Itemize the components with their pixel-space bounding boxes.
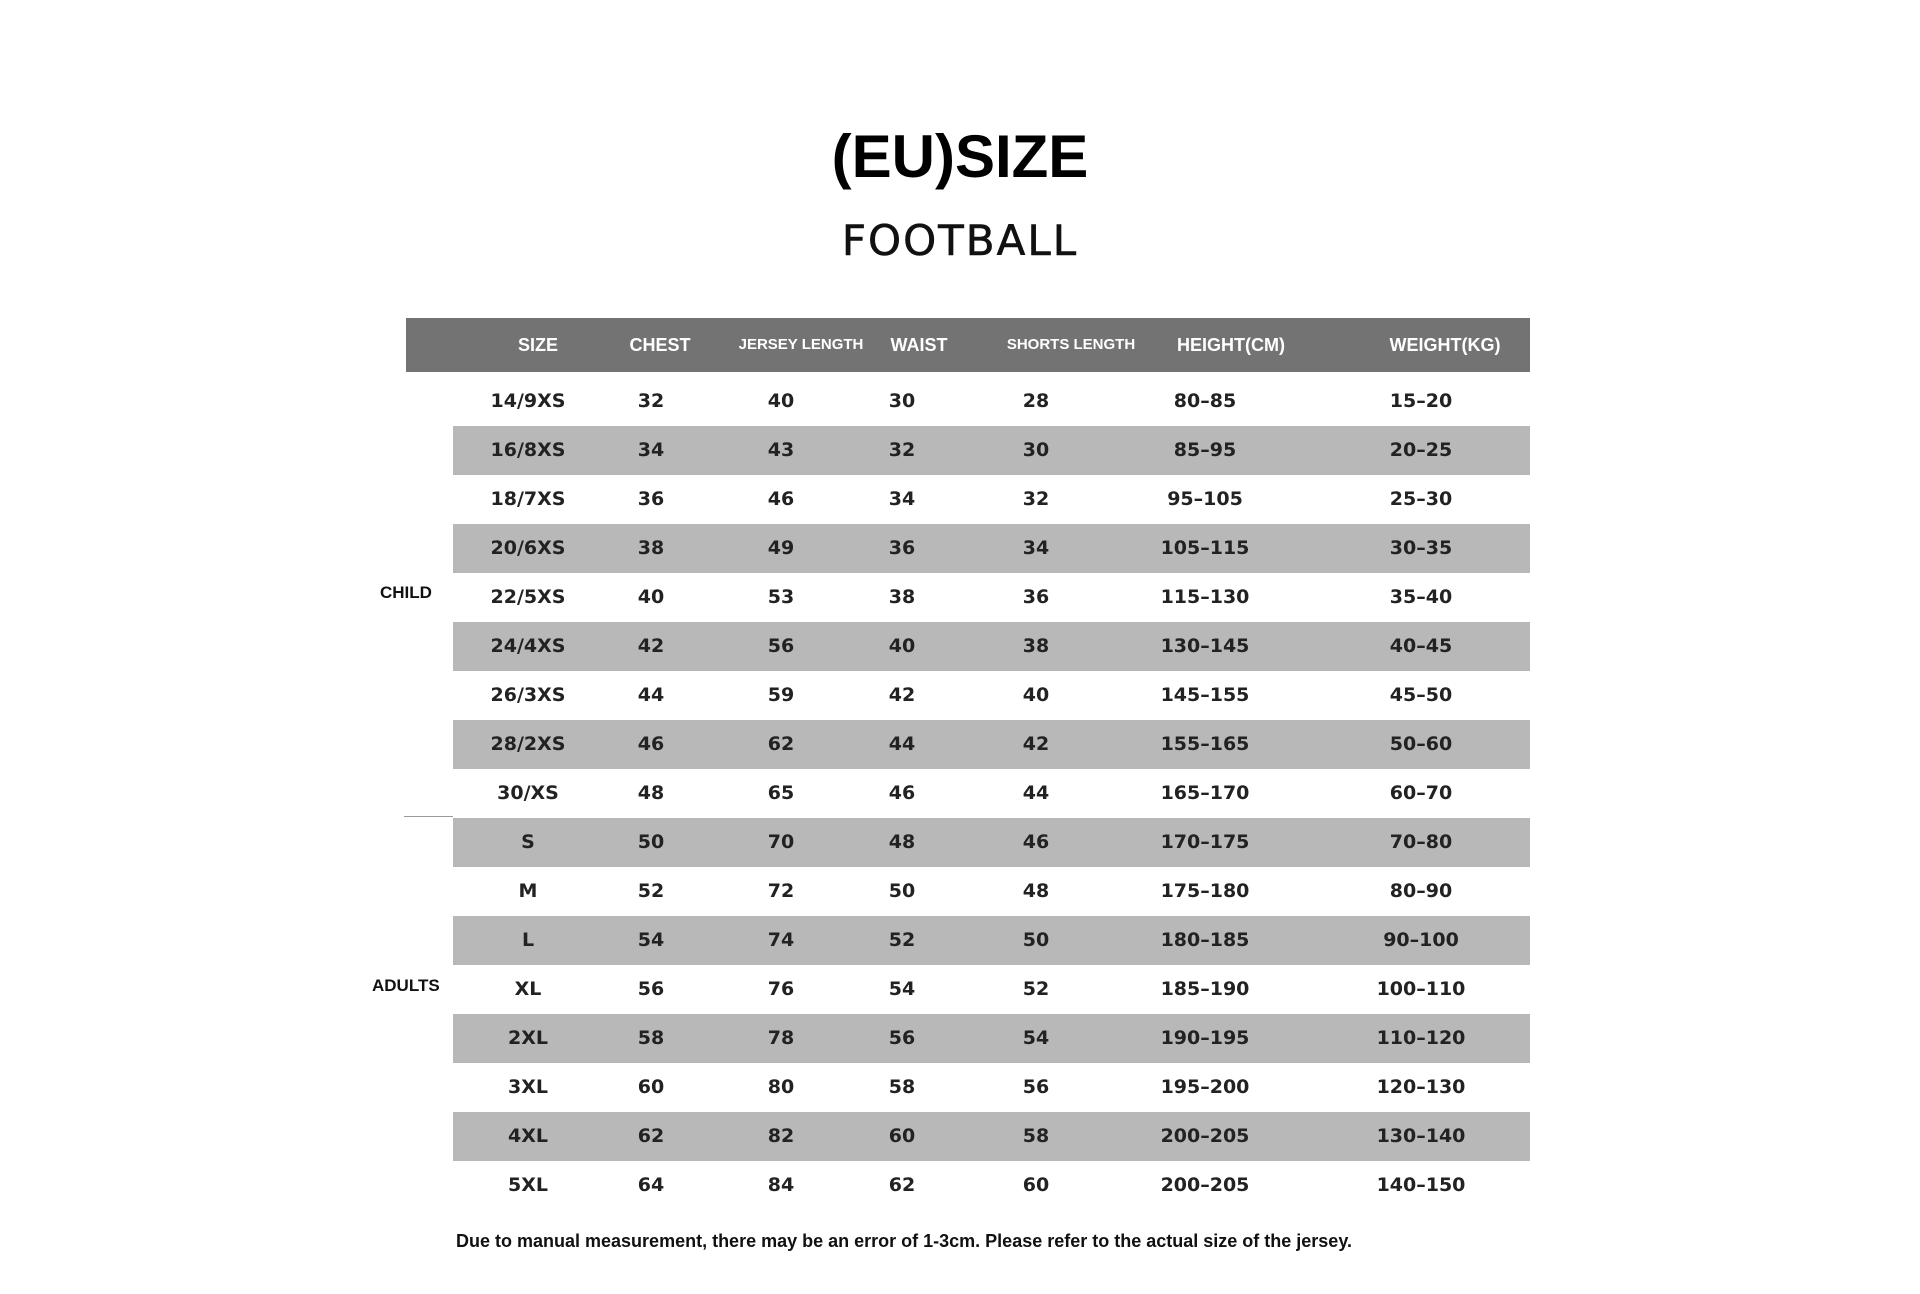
cell-size: 28/2XS xyxy=(490,733,566,755)
cell-jersey-length: 56 xyxy=(767,635,795,657)
cell-jersey-length: 80 xyxy=(767,1076,795,1098)
cell-jersey-length: 49 xyxy=(767,537,795,559)
cell-chest: 38 xyxy=(637,537,665,559)
cell-chest: 44 xyxy=(637,684,665,706)
chart-subtitle: FOOTBALL xyxy=(841,216,1079,265)
cell-waist: 48 xyxy=(888,831,916,853)
cell-jersey-length: 70 xyxy=(767,831,795,853)
cell-shorts-length: 36 xyxy=(1022,586,1050,608)
cell-weight: 35–40 xyxy=(1389,586,1453,608)
cell-shorts-length: 52 xyxy=(1022,978,1050,1000)
cell-height: 95–105 xyxy=(1167,488,1243,510)
col-header-jersey-length: JERSEY LENGTH xyxy=(738,336,864,353)
cell-waist: 42 xyxy=(888,684,916,706)
cell-waist: 52 xyxy=(888,929,916,951)
group-label-adults: ADULTS xyxy=(372,976,440,995)
col-header-height: HEIGHT(CM) xyxy=(1177,335,1285,355)
cell-height: 85–95 xyxy=(1173,439,1237,461)
table-row xyxy=(453,720,1530,769)
cell-jersey-length: 78 xyxy=(767,1027,795,1049)
cell-jersey-length: 62 xyxy=(767,733,795,755)
cell-chest: 54 xyxy=(637,929,665,951)
cell-jersey-length: 53 xyxy=(767,586,795,608)
table-header xyxy=(406,318,1530,372)
cell-size: 14/9XS xyxy=(490,390,566,412)
cell-size: 16/8XS xyxy=(490,439,566,461)
cell-waist: 62 xyxy=(888,1174,916,1196)
cell-weight: 120–130 xyxy=(1376,1076,1466,1098)
cell-waist: 56 xyxy=(888,1027,916,1049)
cell-waist: 60 xyxy=(888,1125,916,1147)
cell-height: 105–115 xyxy=(1160,537,1250,559)
table-row xyxy=(453,965,1530,1014)
cell-shorts-length: 32 xyxy=(1022,488,1050,510)
table-row xyxy=(453,573,1530,622)
cell-chest: 34 xyxy=(637,439,665,461)
cell-shorts-length: 54 xyxy=(1022,1027,1050,1049)
cell-weight: 110–120 xyxy=(1376,1027,1466,1049)
col-header-waist: WAIST xyxy=(890,335,948,355)
cell-chest: 42 xyxy=(637,635,665,657)
cell-size: 20/6XS xyxy=(490,537,566,559)
cell-jersey-length: 82 xyxy=(767,1125,795,1147)
cell-waist: 40 xyxy=(888,635,916,657)
cell-weight: 100–110 xyxy=(1376,978,1466,1000)
cell-chest: 58 xyxy=(637,1027,665,1049)
cell-shorts-length: 42 xyxy=(1022,733,1050,755)
cell-height: 170–175 xyxy=(1160,831,1250,853)
cell-shorts-length: 34 xyxy=(1022,537,1050,559)
cell-weight: 15–20 xyxy=(1389,390,1453,412)
cell-jersey-length: 40 xyxy=(767,390,795,412)
col-header-size: SIZE xyxy=(517,335,558,355)
cell-waist: 32 xyxy=(888,439,916,461)
table-row xyxy=(453,524,1530,573)
cell-waist: 34 xyxy=(888,488,916,510)
cell-jersey-length: 65 xyxy=(767,782,795,804)
cell-chest: 32 xyxy=(637,390,665,412)
cell-jersey-length: 74 xyxy=(767,929,795,951)
cell-size: 30/XS xyxy=(497,782,559,804)
table-row xyxy=(453,1112,1530,1161)
group-label-child: CHILD xyxy=(380,583,432,602)
cell-weight: 20–25 xyxy=(1389,439,1453,461)
table-row xyxy=(453,377,1530,426)
table-row xyxy=(453,867,1530,916)
cell-weight: 30–35 xyxy=(1389,537,1453,559)
cell-chest: 46 xyxy=(637,733,665,755)
cell-height: 145–155 xyxy=(1160,684,1250,706)
table-row xyxy=(453,818,1530,867)
measurement-note: Due to manual measurement, there may be an error of 1-3cm. Please refer to the actual size of the jersey. xyxy=(456,1231,1352,1251)
cell-height: 165–170 xyxy=(1160,782,1250,804)
cell-jersey-length: 59 xyxy=(767,684,795,706)
cell-jersey-length: 46 xyxy=(767,488,795,510)
cell-weight: 45–50 xyxy=(1389,684,1453,706)
cell-jersey-length: 43 xyxy=(767,439,795,461)
cell-weight: 40–45 xyxy=(1389,635,1453,657)
cell-weight: 140–150 xyxy=(1376,1174,1466,1196)
cell-size: 18/7XS xyxy=(490,488,566,510)
cell-chest: 60 xyxy=(637,1076,665,1098)
cell-weight: 50–60 xyxy=(1389,733,1453,755)
cell-waist: 46 xyxy=(888,782,916,804)
cell-size: S xyxy=(521,831,535,853)
table-row xyxy=(453,1014,1530,1063)
cell-chest: 64 xyxy=(637,1174,665,1196)
table-row xyxy=(453,1161,1530,1210)
cell-waist: 38 xyxy=(888,586,916,608)
cell-waist: 58 xyxy=(888,1076,916,1098)
cell-shorts-length: 38 xyxy=(1022,635,1050,657)
cell-size: 2XL xyxy=(508,1027,548,1049)
cell-shorts-length: 58 xyxy=(1022,1125,1050,1147)
cell-size: XL xyxy=(514,978,542,1000)
cell-height: 130–145 xyxy=(1160,635,1250,657)
col-header-chest: CHEST xyxy=(629,335,691,355)
cell-height: 200–205 xyxy=(1160,1125,1250,1147)
chart-title: (EU)SIZE xyxy=(831,123,1089,190)
cell-weight: 60–70 xyxy=(1389,782,1453,804)
cell-shorts-length: 44 xyxy=(1022,782,1050,804)
cell-shorts-length: 28 xyxy=(1022,390,1050,412)
table-row xyxy=(453,671,1530,720)
cell-size: 26/3XS xyxy=(490,684,566,706)
table-row xyxy=(453,426,1530,475)
cell-height: 200–205 xyxy=(1160,1174,1250,1196)
cell-height: 155–165 xyxy=(1160,733,1250,755)
table-row xyxy=(453,916,1530,965)
cell-waist: 44 xyxy=(888,733,916,755)
cell-weight: 70–80 xyxy=(1389,831,1453,853)
group-divider xyxy=(404,816,453,817)
cell-height: 190–195 xyxy=(1160,1027,1250,1049)
cell-height: 195–200 xyxy=(1160,1076,1250,1098)
cell-waist: 36 xyxy=(888,537,916,559)
cell-jersey-length: 72 xyxy=(767,880,795,902)
cell-chest: 62 xyxy=(637,1125,665,1147)
table-row xyxy=(453,475,1530,524)
cell-jersey-length: 76 xyxy=(767,978,795,1000)
cell-shorts-length: 48 xyxy=(1022,880,1050,902)
cell-chest: 56 xyxy=(637,978,665,1000)
cell-size: L xyxy=(521,929,535,951)
cell-shorts-length: 50 xyxy=(1022,929,1050,951)
cell-waist: 30 xyxy=(888,390,916,412)
cell-shorts-length: 46 xyxy=(1022,831,1050,853)
cell-waist: 50 xyxy=(888,880,916,902)
cell-size: M xyxy=(518,880,538,902)
cell-height: 115–130 xyxy=(1160,586,1250,608)
cell-shorts-length: 40 xyxy=(1022,684,1050,706)
table-row xyxy=(453,1063,1530,1112)
cell-weight: 90–100 xyxy=(1383,929,1459,951)
cell-height: 80–85 xyxy=(1173,390,1237,412)
cell-size: 5XL xyxy=(508,1174,548,1196)
table-row xyxy=(453,769,1530,818)
cell-shorts-length: 56 xyxy=(1022,1076,1050,1098)
cell-chest: 36 xyxy=(637,488,665,510)
cell-height: 175–180 xyxy=(1160,880,1250,902)
cell-chest: 40 xyxy=(637,586,665,608)
cell-size: 4XL xyxy=(508,1125,548,1147)
cell-chest: 48 xyxy=(637,782,665,804)
cell-weight: 130–140 xyxy=(1376,1125,1466,1147)
table-row xyxy=(453,622,1530,671)
cell-size: 24/4XS xyxy=(490,635,566,657)
cell-height: 180–185 xyxy=(1160,929,1250,951)
cell-jersey-length: 84 xyxy=(767,1174,795,1196)
cell-chest: 52 xyxy=(637,880,665,902)
cell-height: 185–190 xyxy=(1160,978,1250,1000)
cell-size: 22/5XS xyxy=(490,586,566,608)
cell-weight: 25–30 xyxy=(1389,488,1453,510)
col-header-shorts-length: SHORTS LENGTH xyxy=(1006,336,1136,353)
cell-chest: 50 xyxy=(637,831,665,853)
cell-waist: 54 xyxy=(888,978,916,1000)
cell-shorts-length: 60 xyxy=(1022,1174,1050,1196)
col-header-weight: WEIGHT(KG) xyxy=(1389,335,1501,355)
cell-size: 3XL xyxy=(508,1076,548,1098)
cell-weight: 80–90 xyxy=(1389,880,1453,902)
cell-shorts-length: 30 xyxy=(1022,439,1050,461)
